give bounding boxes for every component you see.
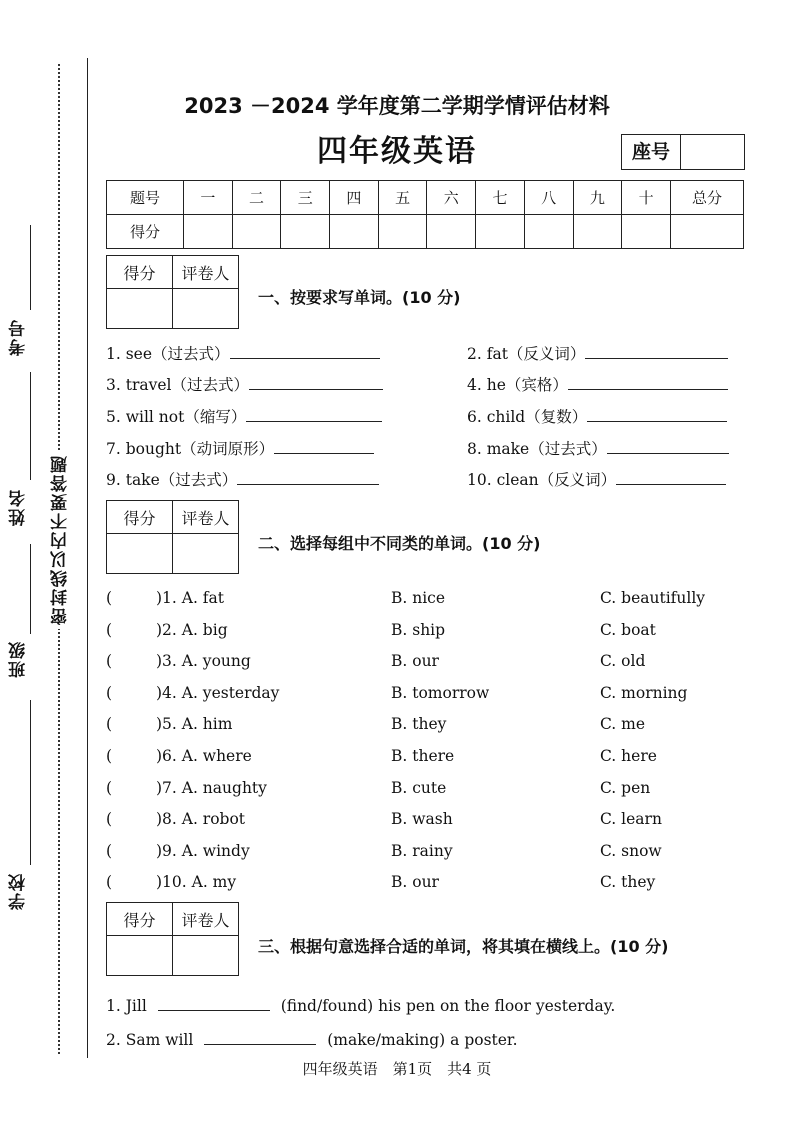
question-text: 6. child（复数）: [467, 408, 588, 426]
score-cell[interactable]: [281, 215, 330, 249]
option-a: )5. A. him: [156, 715, 233, 733]
option-c: C. they: [600, 873, 656, 891]
exam-number-blank[interactable]: [30, 225, 31, 310]
exam-title: 2023 －2024 学年度第二学期学情评估材料: [184, 94, 610, 118]
grader-score-label: 得分: [107, 256, 173, 289]
question-item: [106, 437, 374, 459]
option-a: )6. A. where: [156, 747, 252, 765]
score-cell[interactable]: [427, 215, 476, 249]
score-cell[interactable]: [330, 215, 379, 249]
question-text: 2. fat（反义词）: [467, 345, 586, 363]
answer-paren[interactable]: (: [106, 842, 113, 860]
score-cell[interactable]: [573, 215, 622, 249]
option-b: B. our: [391, 652, 439, 670]
score-cell[interactable]: [232, 215, 281, 249]
option-a: )3. A. young: [156, 652, 251, 670]
section-1-title: 一、按要求写单词。(10 分): [258, 288, 461, 307]
answer-paren[interactable]: (: [106, 810, 113, 828]
column-header: 五: [378, 181, 427, 215]
grader-box-1: [106, 255, 239, 329]
score-cell[interactable]: [622, 215, 671, 249]
fill-question-2: [106, 1030, 518, 1049]
name-blank[interactable]: [30, 372, 31, 480]
seal-notice: 密封线以内不要答题: [48, 450, 73, 629]
answer-blank[interactable]: [246, 407, 382, 422]
option-a: )4. A. yesterday: [156, 684, 280, 702]
answer-blank[interactable]: [274, 439, 374, 454]
answer-paren[interactable]: (: [106, 621, 113, 639]
column-header: 一: [184, 181, 233, 215]
option-b: B. cute: [391, 779, 447, 797]
answer-blank[interactable]: [158, 996, 270, 1011]
question-text: 5. will not（缩写）: [106, 408, 247, 426]
question-item: [106, 405, 382, 427]
option-c: C. here: [600, 747, 657, 765]
option-a: )9. A. windy: [156, 842, 250, 860]
grader-name-cell[interactable]: [173, 534, 239, 574]
column-header: 八: [524, 181, 573, 215]
option-b: B. our: [391, 873, 439, 891]
question-text: 4. he（宾格）: [467, 376, 568, 394]
question-text: 1. see（过去式）: [106, 345, 230, 363]
option-c: C. snow: [600, 842, 662, 860]
answer-blank[interactable]: [568, 375, 728, 390]
subject-title: 四年级英语: [317, 134, 477, 169]
question-item: [106, 373, 383, 395]
grader-score-cell[interactable]: [107, 534, 173, 574]
question-item: [467, 405, 727, 427]
question-item: [467, 437, 729, 459]
margin-line: [87, 58, 88, 1058]
seat-label: 座号: [622, 135, 681, 169]
question-text: 7. bought（动词原形）: [106, 440, 275, 458]
grader-label: 评卷人: [173, 501, 239, 534]
score-table-header-row: [107, 181, 744, 215]
grader-score-cell[interactable]: [107, 936, 173, 976]
grader-box-3: [106, 902, 239, 976]
option-b: B. ship: [391, 621, 446, 639]
option-c: C. pen: [600, 779, 651, 797]
question-text: 9. take（过去式）: [106, 471, 238, 489]
score-cell[interactable]: [378, 215, 427, 249]
option-b: B. tomorrow: [391, 684, 490, 702]
score-cell[interactable]: [184, 215, 233, 249]
section-2-title: 二、选择每组中不同类的单词。(10 分): [258, 534, 541, 553]
name-label: 姓名: [9, 488, 29, 526]
answer-blank[interactable]: [237, 470, 379, 485]
option-b: B. there: [391, 747, 455, 765]
question-number-header: 题号: [107, 181, 184, 215]
answer-paren[interactable]: (: [106, 589, 113, 607]
question-text: 3. travel（过去式）: [106, 376, 249, 394]
question-item: [106, 342, 380, 364]
column-header: 三: [281, 181, 330, 215]
answer-paren[interactable]: (: [106, 747, 113, 765]
answer-blank[interactable]: [204, 1030, 316, 1045]
grader-score-cell[interactable]: [107, 289, 173, 329]
score-cell[interactable]: [524, 215, 573, 249]
question-text: (make/making) a poster.: [327, 1031, 518, 1049]
answer-paren[interactable]: (: [106, 684, 113, 702]
option-c: C. old: [600, 652, 646, 670]
column-header: 十: [622, 181, 671, 215]
grader-box-2: [106, 500, 239, 574]
option-a: )7. A. naughty: [156, 779, 267, 797]
option-c: C. morning: [600, 684, 688, 702]
question-text: 2. Sam will: [106, 1031, 194, 1049]
column-header: 七: [476, 181, 525, 215]
question-text: (find/found) his pen on the floor yesterday.: [280, 997, 616, 1015]
answer-blank[interactable]: [616, 470, 726, 485]
option-a: )2. A. big: [156, 621, 228, 639]
column-header: 九: [573, 181, 622, 215]
grader-label: 评卷人: [173, 903, 239, 936]
option-a: )1. A. fat: [156, 589, 225, 607]
option-a: )8. A. robot: [156, 810, 246, 828]
option-b: B. rainy: [391, 842, 453, 860]
option-c: C. boat: [600, 621, 656, 639]
question-text: 1. Jill: [106, 997, 147, 1015]
score-cell[interactable]: [476, 215, 525, 249]
answer-paren[interactable]: (: [106, 715, 113, 733]
answer-blank[interactable]: [249, 375, 383, 390]
question-item: [467, 468, 726, 490]
answer-blank[interactable]: [587, 407, 727, 422]
question-item: [106, 468, 379, 490]
question-item: [467, 373, 728, 395]
total-header: 总分: [671, 181, 744, 215]
option-a: )10. A. my: [156, 873, 237, 891]
option-b: B. nice: [391, 589, 446, 607]
seat-input[interactable]: [682, 135, 744, 169]
class-label: 班级: [9, 640, 29, 678]
score-table: [106, 180, 744, 249]
grader-label: 评卷人: [173, 256, 239, 289]
option-b: B. wash: [391, 810, 453, 828]
answer-blank[interactable]: [607, 439, 729, 454]
answer-paren[interactable]: (: [106, 652, 113, 670]
option-c: C. learn: [600, 810, 662, 828]
question-text: 10. clean（反义词）: [467, 471, 617, 489]
class-blank[interactable]: [30, 544, 31, 634]
seat-number-box: [621, 134, 745, 170]
grader-score-label: 得分: [107, 501, 173, 534]
option-c: C. me: [600, 715, 646, 733]
option-c: C. beautifully: [600, 589, 706, 607]
option-b: B. they: [391, 715, 447, 733]
score-table-score-row: [107, 215, 744, 249]
section-3-title: 三、根据句意选择合适的单词，将其填在横线上。(10 分): [258, 937, 669, 956]
column-header: 二: [232, 181, 281, 215]
grader-name-cell[interactable]: [173, 289, 239, 329]
total-score-cell[interactable]: [671, 215, 744, 249]
question-text: 8. make（过去式）: [467, 440, 607, 458]
answer-paren[interactable]: (: [106, 873, 113, 891]
fill-question-1: [106, 996, 615, 1015]
page-footer: 四年级英语 第1页 共4 页: [302, 1060, 492, 1078]
score-row-label: 得分: [107, 215, 184, 249]
answer-blank[interactable]: [230, 344, 380, 359]
column-header: 四: [330, 181, 379, 215]
answer-blank[interactable]: [585, 344, 728, 359]
question-item: [467, 342, 728, 364]
exam-number-label: 考号: [9, 318, 29, 356]
column-header: 六: [427, 181, 476, 215]
grader-name-cell[interactable]: [173, 936, 239, 976]
school-blank[interactable]: [30, 700, 31, 865]
school-label: 学校: [9, 872, 29, 910]
grader-score-label: 得分: [107, 903, 173, 936]
answer-paren[interactable]: (: [106, 779, 113, 797]
